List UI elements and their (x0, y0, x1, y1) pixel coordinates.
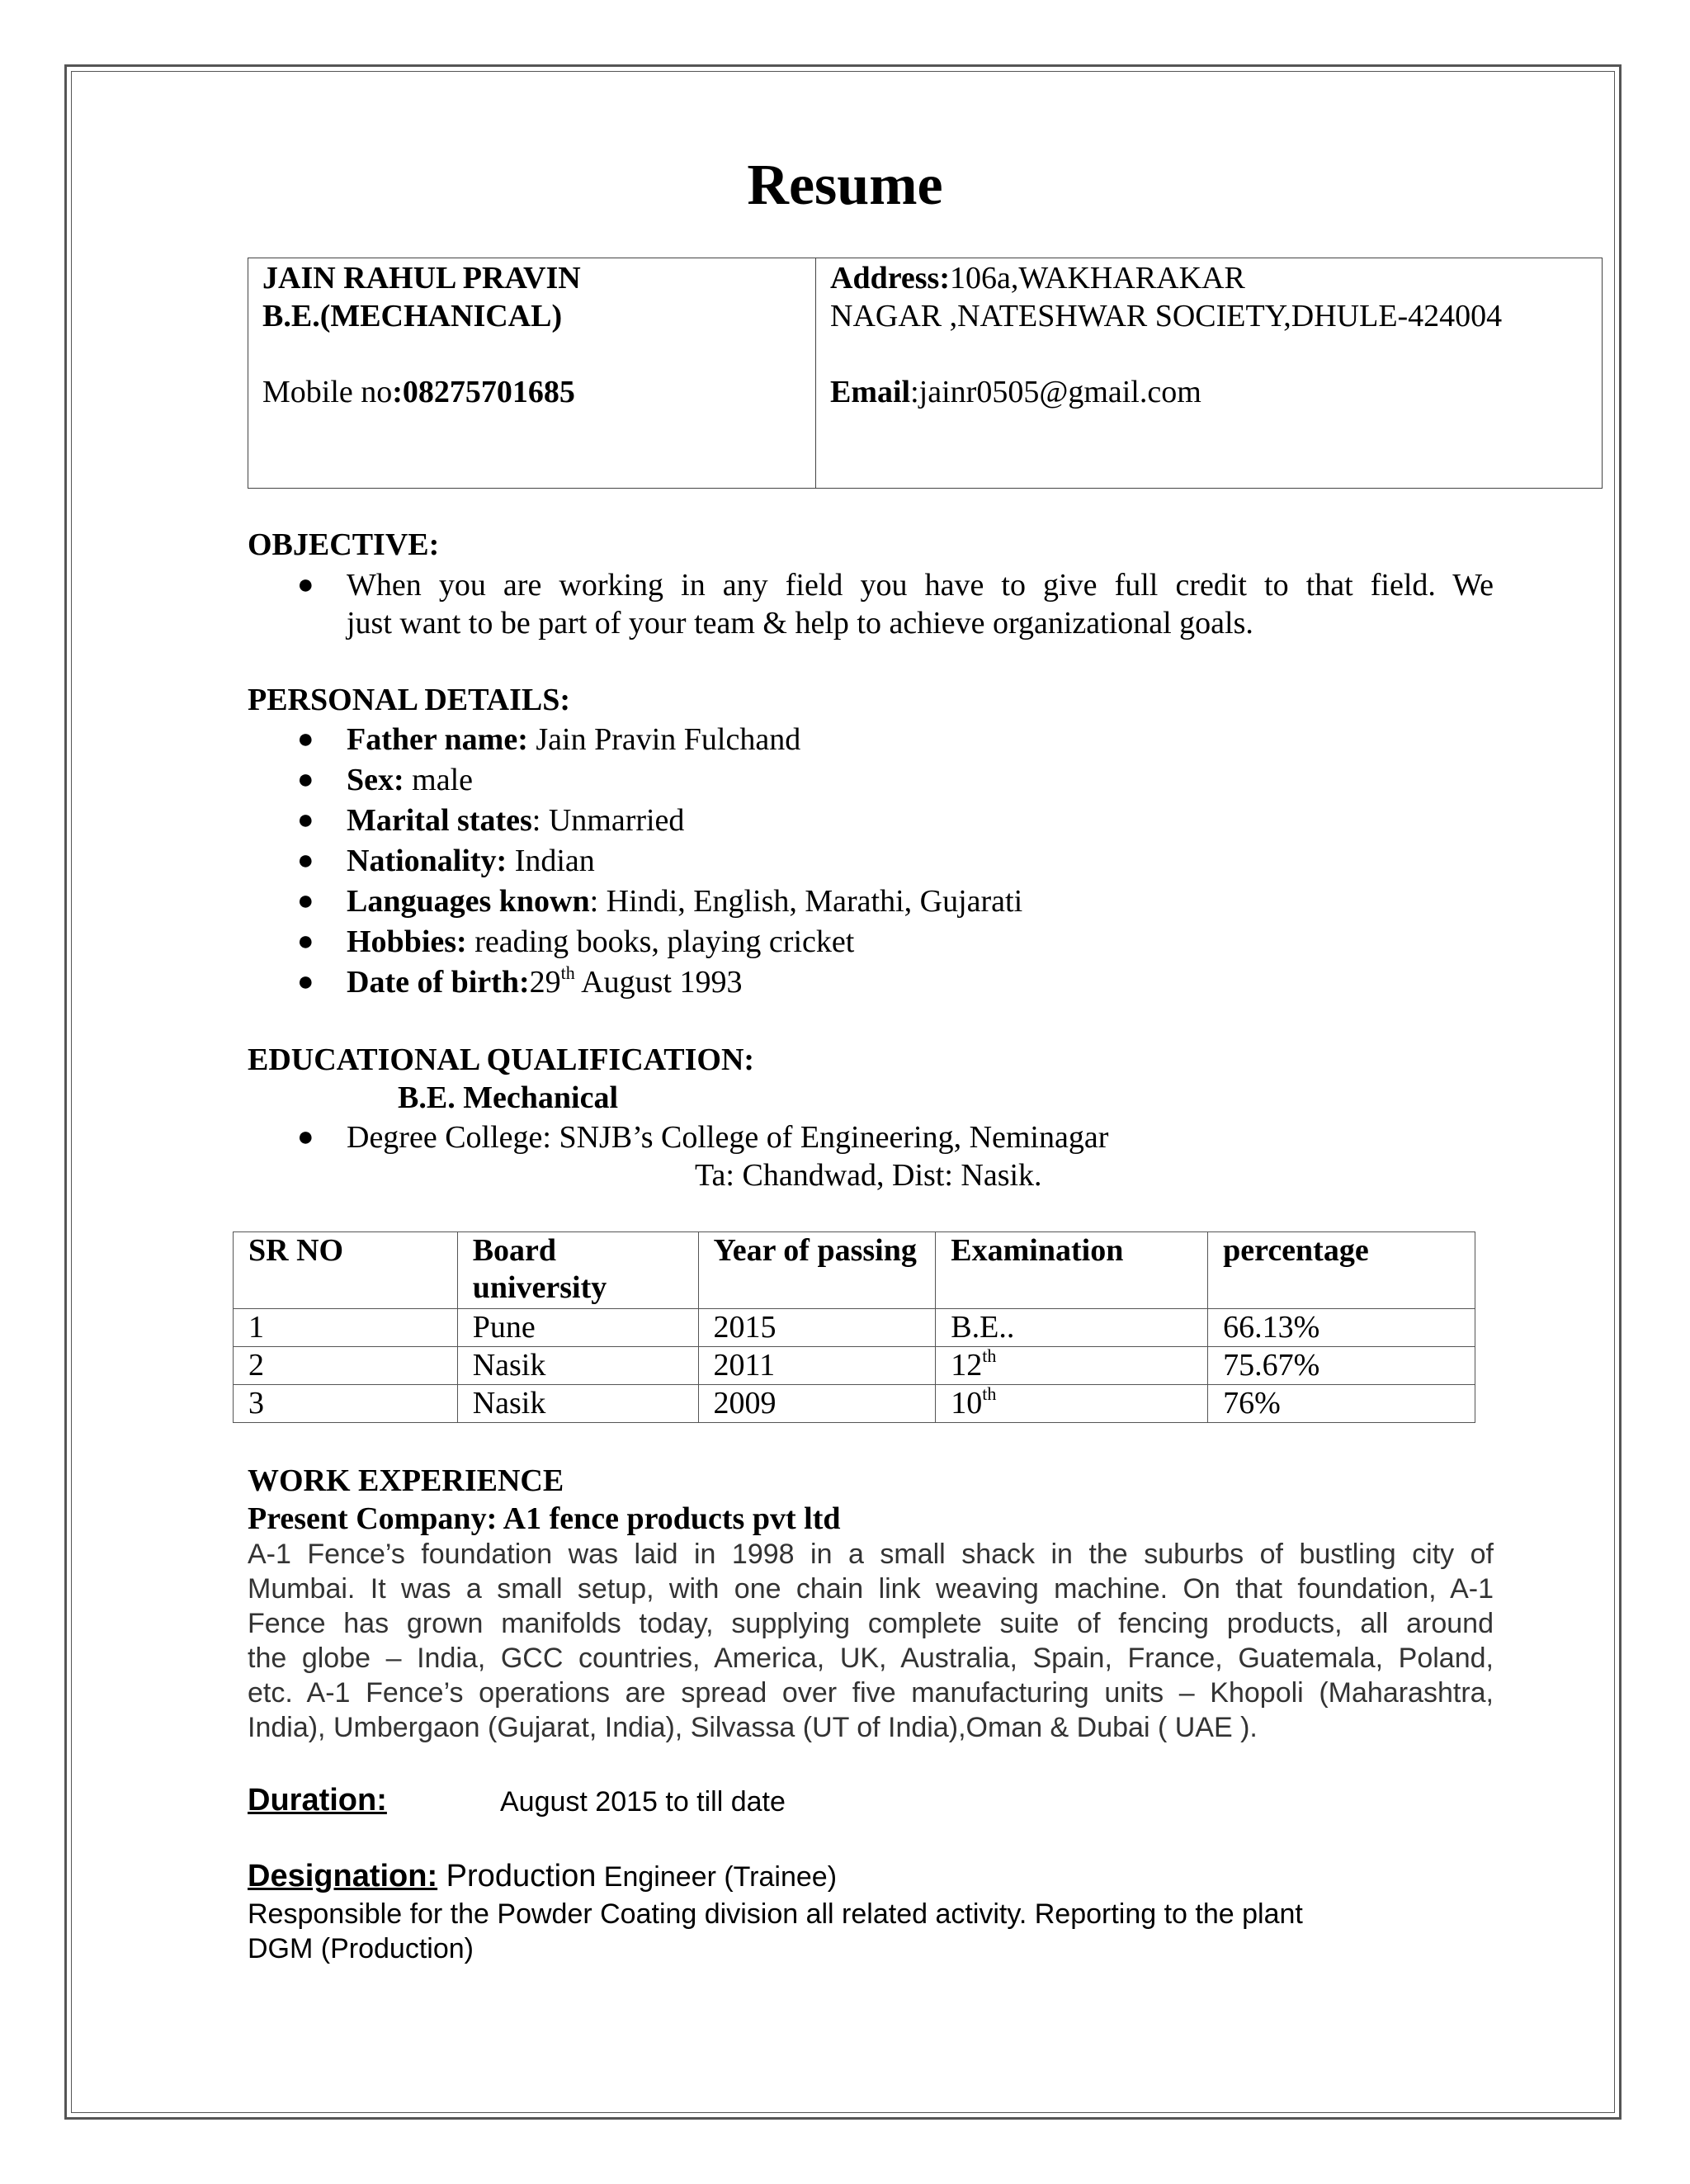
table-cell-percentage: 75.67% (1208, 1347, 1475, 1385)
table-cell-exam (936, 1309, 1208, 1347)
responsibility-line-1: Responsible for the Powder Coating division all related activity. Reporting to the plant (248, 1898, 1303, 1930)
company-description-line: India), Umbergaon (Gujarat, India), Silvassa (UT of India),Oman & Dubai ( UAE ). (248, 1712, 1258, 1743)
document-title: Resume (747, 154, 943, 217)
exam-suffix: th (982, 1383, 997, 1404)
company-label: Present Company: (248, 1501, 503, 1536)
table-header: percentage (1208, 1232, 1475, 1309)
table-header-row (234, 1232, 1475, 1309)
company-description-line: Mumbai. It was a small setup, with one chain link weaving machine. On that foundation, A-1 (248, 1573, 1494, 1605)
personal-item-sex (347, 761, 473, 799)
objective-line-1: When you are working in any field you have to give full credit to that field. We (347, 568, 1494, 603)
company-name: A1 fence products pvt ltd (503, 1501, 841, 1536)
designation-value-1: Production (437, 1859, 597, 1893)
mobile-number: :08275701685 (392, 375, 575, 409)
table-cell-board: Nasik (457, 1385, 698, 1423)
email-label: Email (830, 375, 911, 409)
duration-label: Duration: (248, 1783, 387, 1818)
table-cell-exam (936, 1385, 1208, 1423)
education-degree: B.E. Mechanical (398, 1080, 619, 1115)
table-cell-percentage: 76% (1208, 1385, 1475, 1423)
bullet-icon: ● (297, 1122, 314, 1152)
personal-item-label: Marital states (347, 803, 532, 838)
address-value-1: 106a,WAKHARAKAR (950, 261, 1245, 295)
table-header: Year of passing (698, 1232, 936, 1309)
personal-item-dob (347, 963, 742, 1001)
personal-item-value: : Unmarried (531, 803, 685, 838)
dob-day: 29 (529, 965, 561, 1000)
bullet-icon: ● (297, 926, 314, 957)
dob-label: Date of birth: (347, 965, 530, 1000)
college-line-1: Degree College: SNJB’s College of Engineering, Neminagar (347, 1120, 1109, 1155)
personal-item-marital (347, 801, 684, 839)
table-cell-board: Pune (457, 1309, 698, 1347)
objective-heading: OBJECTIVE: (248, 527, 440, 562)
work-experience-heading: WORK EXPERIENCE (248, 1463, 564, 1498)
table-cell-sr: 2 (234, 1347, 458, 1385)
contact-box-divider (815, 258, 816, 489)
dob-suffix: th (560, 962, 575, 983)
college-line-2: Ta: Chandwad, Dist: Nasik. (695, 1158, 1042, 1193)
table-row (234, 1309, 1475, 1347)
bullet-icon: ● (297, 967, 314, 997)
bullet-icon: ● (297, 570, 314, 600)
table-cell-sr: 3 (234, 1385, 458, 1423)
company-description-line: Fence has grown manifolds today, supplying complete suite of fencing products, all around (248, 1608, 1494, 1639)
personal-item-label: Languages known (347, 884, 590, 919)
table-cell-year: 2015 (698, 1309, 936, 1347)
mobile-line (262, 373, 575, 411)
exam-value: 10 (951, 1386, 983, 1421)
table-cell-exam (936, 1347, 1208, 1385)
address-line-2: NAGAR ,NATESHWAR SOCIETY,DHULE-424004 (830, 299, 1503, 333)
present-company (248, 1500, 840, 1538)
company-description (248, 1537, 1494, 1745)
email-value: :jainr0505@gmail.com (910, 375, 1201, 409)
exam-value: B.E.. (951, 1310, 1015, 1345)
table-cell-percentage: 66.13% (1208, 1309, 1475, 1347)
candidate-degree: B.E.(MECHANICAL) (262, 299, 563, 333)
objective-line-2: just want to be part of your team & help to achieve organizational goals. (347, 606, 1253, 641)
company-description-line: etc. A-1 Fence’s operations are spread over five manufacturing units – Khopoli (Maharashtra, (248, 1677, 1494, 1709)
education-heading: EDUCATIONAL QUALIFICATION: (248, 1042, 755, 1077)
personal-item-value: reading books, playing cricket (466, 924, 855, 959)
bullet-icon: ● (297, 845, 314, 876)
personal-item-languages (347, 882, 1022, 920)
designation-line (248, 1857, 837, 1896)
table-header: SR NO (234, 1232, 458, 1309)
personal-item-label: Father name: (347, 722, 528, 757)
personal-item-label: Hobbies: (347, 924, 467, 959)
table-row (234, 1385, 1475, 1423)
education-table (233, 1231, 1475, 1423)
duration-value: August 2015 to till date (500, 1786, 786, 1818)
company-description-line: A-1 Fence’s foundation was laid in 1998 in a small shack in the suburbs of bustling city of (248, 1539, 1494, 1570)
personal-item-label: Nationality: (347, 844, 507, 878)
table-header: Examination (936, 1232, 1208, 1309)
candidate-name: JAIN RAHUL PRAVIN (262, 261, 581, 295)
personal-item-hobbies (347, 923, 854, 961)
designation-label: Designation: (248, 1859, 438, 1893)
table-header: Board university (457, 1232, 698, 1309)
designation-value-2: Engineer (Trainee) (596, 1861, 838, 1893)
company-description-line: the globe – India, GCC countries, America, UK, Australia, Spain, France, Guatemala, Poland, (248, 1643, 1494, 1674)
dob-rest: August 1993 (574, 965, 743, 1000)
bullet-icon: ● (297, 886, 314, 916)
email-line (830, 373, 1201, 411)
personal-item-value: Indian (507, 844, 595, 878)
personal-item-father (347, 721, 800, 759)
personal-item-label: Sex: (347, 763, 404, 797)
personal-item-nationality (347, 842, 595, 880)
bullet-icon: ● (297, 805, 314, 835)
table-row (234, 1347, 1475, 1385)
bullet-icon: ● (297, 724, 314, 754)
exam-value: 12 (951, 1348, 983, 1383)
address-line-1 (830, 259, 1245, 297)
mobile-label: Mobile no (262, 375, 393, 409)
personal-item-value: Jain Pravin Fulchand (527, 722, 801, 757)
personal-item-value: male (404, 763, 474, 797)
address-label: Address: (830, 261, 950, 295)
personal-item-value: : Hindi, English, Marathi, Gujarati (589, 884, 1023, 919)
bullet-icon: ● (297, 764, 314, 795)
responsibility-line-2: DGM (Production) (248, 1933, 474, 1964)
personal-details-heading: PERSONAL DETAILS: (248, 683, 571, 717)
table-cell-year: 2011 (698, 1347, 936, 1385)
table-cell-year: 2009 (698, 1385, 936, 1423)
table-cell-board: Nasik (457, 1347, 698, 1385)
table-cell-sr: 1 (234, 1309, 458, 1347)
exam-suffix: th (982, 1345, 997, 1366)
